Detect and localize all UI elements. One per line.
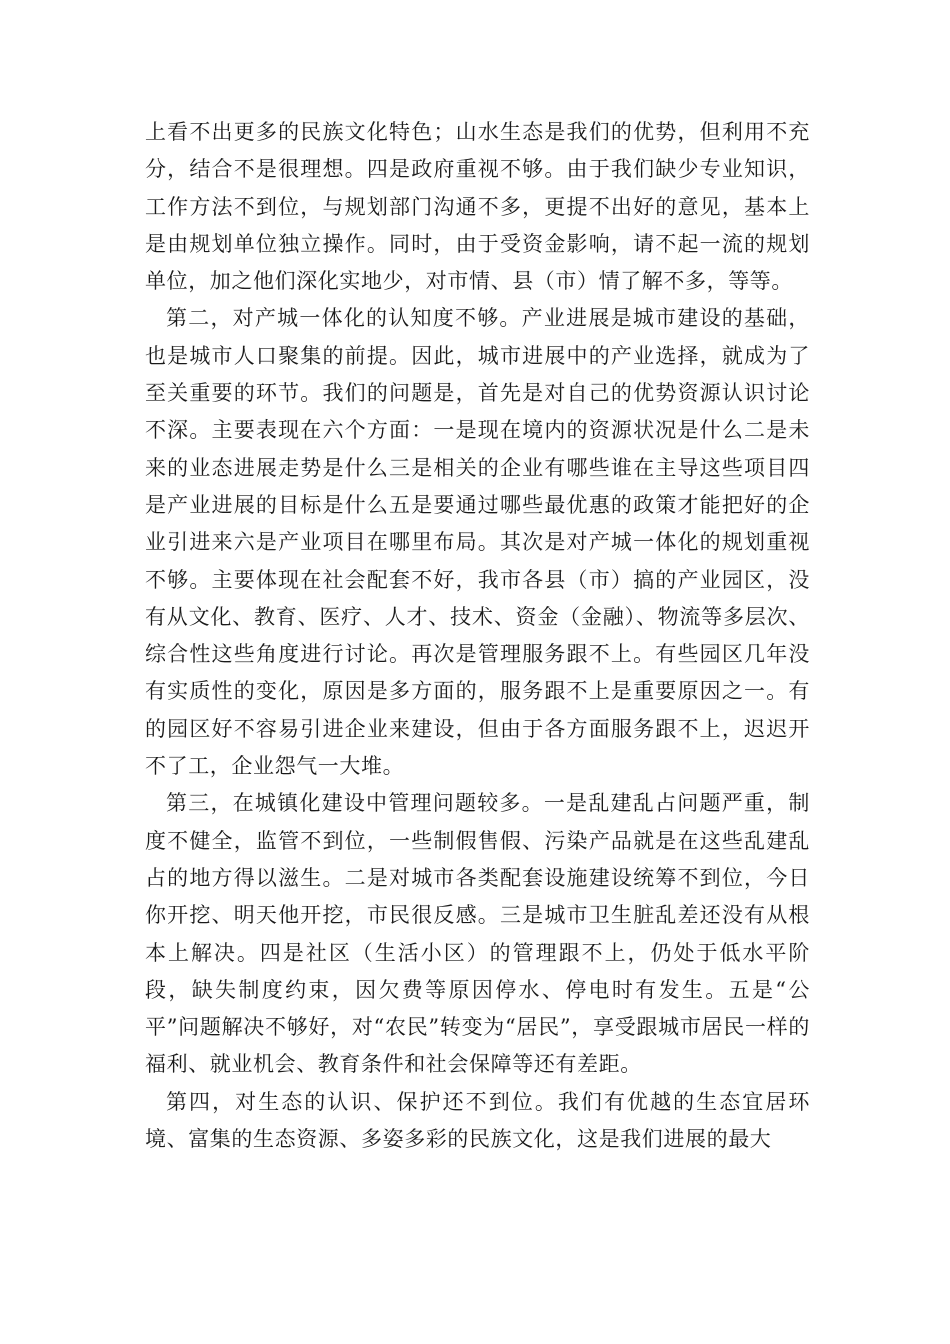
paragraph-third-point: 第三，在城镇化建设中管理问题较多。一是乱建乱占问题严重，制度不健全，监管不到位，一些制假售假、污染产品就是在这些乱建乱占的地方得以滋生。二是对城市各类配套设施建设统筹不到位，今日你开挖、明天他开挖，市民很反感。三是城市卫生脏乱差还没有从根本上解决。四是社区（生活小区）的管理跟不上，仍处于低水平阶段，缺失制度约束，因欠费等原因停水、停电时有发生。五是“公平”问题解决不够好，对“农民”转变为“居民”，享受跟城市居民一样的福利、就业机会、教育条件和社会保障等还有差距。 [145, 791, 810, 1077]
document-body [145, 114, 810, 1158]
paragraph-fourth-point: 第四，对生态的认识、保护还不到位。我们有优越的生态宜居环境、富集的生态资源、多姿多彩的民族文化，这是我们进展的最大 [145, 1089, 810, 1152]
paragraph-continuation: 上看不出更多的民族文化特色；山水生态是我们的优势，但利用不充分，结合不是很理想。四是政府重视不够。由于我们缺少专业知识，工作方法不到位，与规划部门沟通不多，更提不出好的意见，基本上是由规划单位独立操作。同时，由于受资金影响，请不起一流的规划单位，加之他们深化实地少，对市情、县（市）情了解不多，等等。 [145, 120, 810, 294]
paragraph-second-point: 第二，对产城一体化的认知度不够。产业进展是城市建设的基础，也是城市人口聚集的前提。因此，城市进展中的产业选择，就成为了至关重要的环节。我们的问题是，首先是对自己的优势资源认识讨论不深。主要表现在六个方面：一是现在境内的资源状况是什么二是未来的业态进展走势是什么三是相关的企业有哪些谁在主导这些项目四是产业进展的目标是什么五是要通过哪些最优惠的政策才能把好的企业引进来六是产业项目在哪里布局。其次是对产城一体化的规划重视不够。主要体现在社会配套不好，我市各县（市）搞的产业园区，没有从文化、教育、医疗、人才、技术、资金（金融）、物流等多层次、综合性这些角度进行讨论。再次是管理服务跟不上。有些园区几年没有实质性的变化，原因是多方面的，服务跟不上是重要原因之一。有的园区好不容易引进企业来建设，但由于各方面服务跟不上，迟迟开不了工，企业怨气一大堆。 [145, 306, 810, 779]
